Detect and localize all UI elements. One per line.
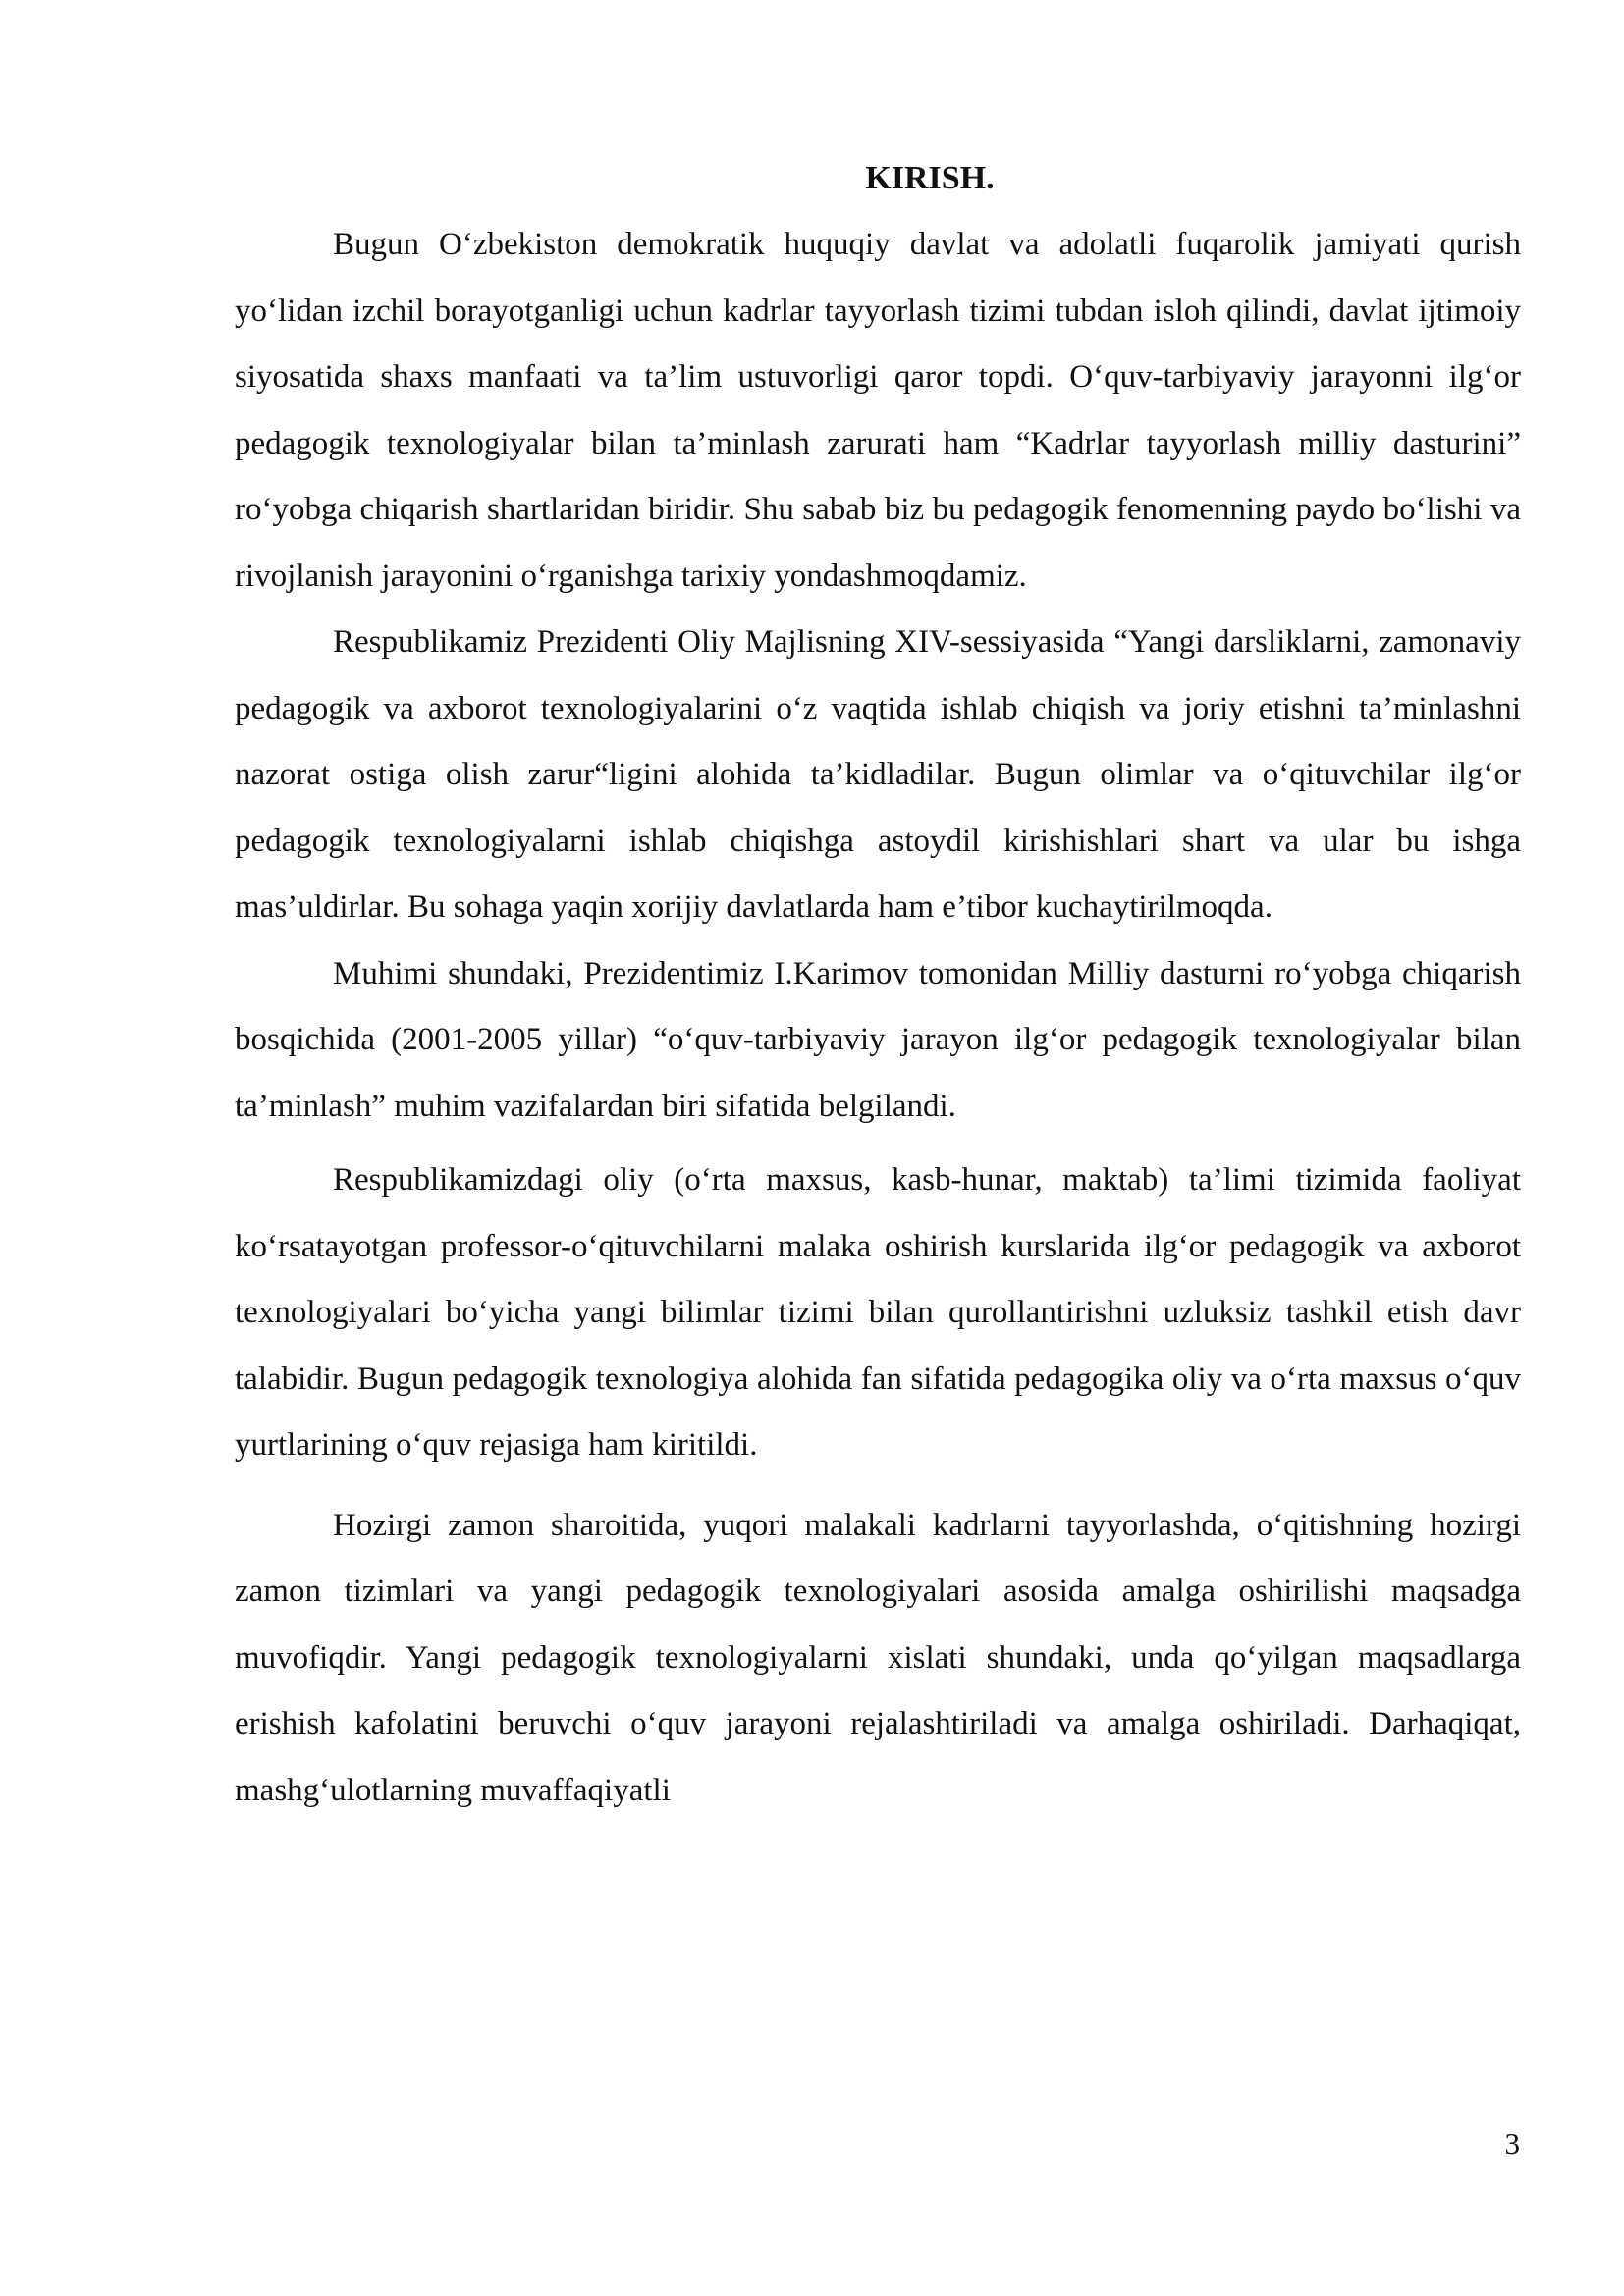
page-number: 3 [1504,2126,1520,2161]
paragraph-1: Bugun O‘zbekiston demokratik huquqiy davlat va adolatli fuqarolik jamiyati qurish yo‘lidan izchil borayotganligi uchun kadrlar tayyorlash tizimi tubdan isloh qilindi, davlat ijtimoiy siyosatida shaxs manfaati va ta’lim ustuvorligi qaror topdi. O‘quv-tarbiyaviy jarayonni ilg‘or pedagogik texnologiyalar bilan ta’minlash zarurati ham “Kadrlar tayyorlash milliy dasturini” ro‘yobga chiqarish shartlaridan biridir. Shu sabab biz bu pedagogik fenomenning paydo bo‘lishi va rivojlanish jarayonini o‘rganishga tarixiy yondashmoqdamiz. [235,227,1521,594]
paragraph-5: Hozirgi zamon sharoitida, yuqori malakali kadrlarni tayyorlashda, o‘qitishning hozirgi zamon tizimlari va yangi pedagogik texnologiyalari asosida amalga oshirilishi maqsadga muvofiqdir. Yangi pedagogik texnologiyalarni xislati shundaki, unda qo‘yilgan maqsadlarga erishish kafolatini beruvchi o‘quv jarayoni rejalashtiriladi va amalga oshiriladi. Darhaqiqat, mashg‘ulotlarning muvaffaqiyatli [235,1507,1521,1808]
paragraph-3: Muhimi shundaki, Prezidentimiz I.Karimov tomonidan Milliy dasturni ro‘yobga chiqarish bosqichida (2001-2005 yillar) “o‘quv-tarbiyaviy jarayon ilg‘or pedagogik texnologiyalar bilan ta’minlash” muhim vazifalardan biri sifatida belgilandi. [235,955,1521,1124]
body-text [235,212,1521,1824]
section-title: KIRISH. [865,160,995,196]
paragraph-2: Respublikamiz Prezidenti Oliy Majlisning XIV-sessiyasida “Yangi darsliklarni, zamonaviy pedagogik va axborot texnologiyalarini o‘z vaqtida ishlab chiqish va joriy etishni ta’minlashni nazorat ostiga olish zarur“ligini alohida ta’kidladilar. Bugun olimlar va o‘qituvchilar ilg‘or pedagogik texnologiyalarni ishlab chiqishga astoydil kirishishlari shart va ular bu ishga mas’uldirlar. Bu sohaga yaqin xorijiy davlatlarda ham e’tibor kuchaytirilmoqda. [235,624,1521,925]
paragraph-4: Respublikamizdagi oliy (o‘rta maxsus, kasb-hunar, maktab) ta’limi tizimida faoliyat ko‘rsatayotgan professor-o‘qituvchilarni malaka oshirish kurslarida ilg‘or pedagogik va axborot texnologiyalari bo‘yicha yangi bilimlar tizimi bilan qurollantirishni uzluksiz tashkil etish davr talabidir. Bugun pedagogik texnologiya alohida fan sifatida pedagogika oliy va o‘rta maxsus o‘quv yurtlarining o‘quv rejasiga ham kiritildi. [235,1162,1521,1463]
